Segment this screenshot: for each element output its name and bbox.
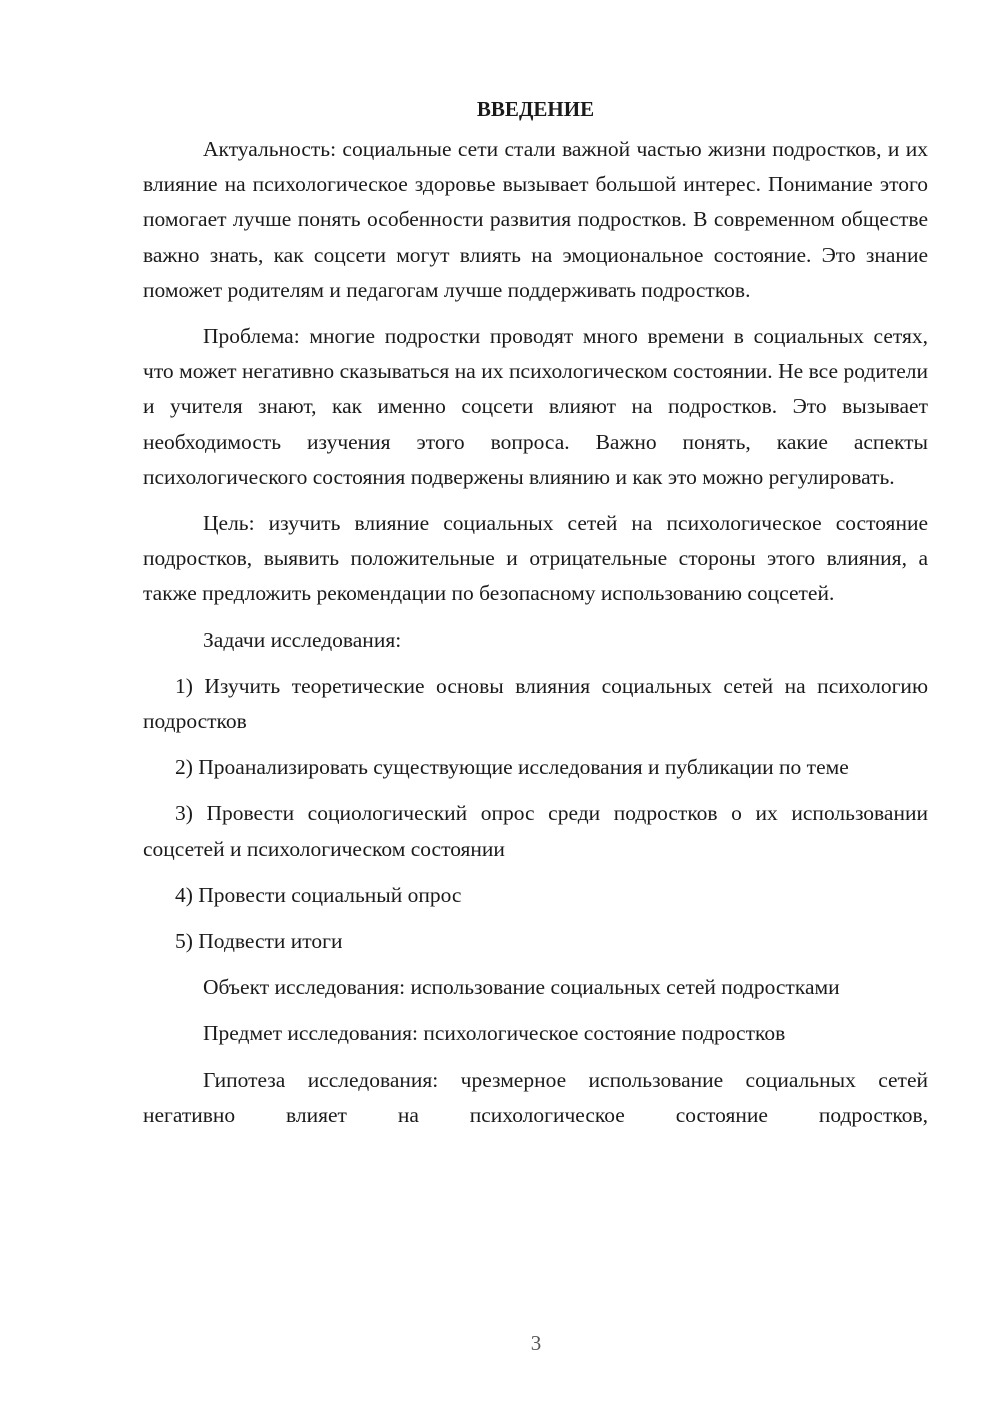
task-item-2: 2) Проанализировать существующие исследования и публикации по теме — [175, 755, 849, 780]
page-number: 3 — [530, 1331, 542, 1355]
paragraph-hypothesis: Гипотеза исследования: чрезмерное использование социальных сетей негативно влияет на психологическое состояние подростков, — [143, 1067, 928, 1127]
paragraph-subject: Предмет исследования: психологическое состояние подростков — [203, 1021, 786, 1046]
task-item-3: 3) Провести социологический опрос среди подростков о их использовании соцсетей и психологическом состоянии — [143, 801, 928, 861]
paragraph-goal: Цель: изучить влияние социальных сетей на психологическое состояние подростков, выявить положительные и отрицательные стороны этого влияния, а также предложить рекомендации по безопасному использованию соцсетей. — [143, 511, 928, 606]
paragraph-problem: Проблема: многие подростки проводят много времени в социальных сетях, что может негативно сказываться на их психологическом состоянии. Не все родители и учителя знают, как именно соцсети влияют на подростков. Это вызывает необходимость изучения этого вопроса. Важно понять, какие аспекты психологического состояния подвержены влиянию и как это можно регулировать. — [143, 324, 928, 489]
section-heading: ВВЕДЕНИЕ — [476, 97, 595, 121]
task-item-4: 4) Провести социальный опрос — [175, 882, 462, 907]
paragraph-relevance: Актуальность: социальные сети стали важной частью жизни подростков, и их влияние на психологическое здоровье вызывает большой интерес. Понимание этого помогает лучше понять особенности развития подростков. В современном обществе важно знать, как соцсети могут влиять на эмоциональное состояние. Это знание поможет родителям и педагогам лучше поддерживать подростков. — [143, 137, 928, 302]
paragraph-object: Объект исследования: использование социальных сетей подростками — [203, 975, 840, 1000]
task-item-5: 5) Подвести итоги — [175, 929, 343, 954]
document-page — [143, 92, 928, 1144]
task-item-1: 1) Изучить теоретические основы влияния социальных сетей на психологию подростков — [143, 673, 928, 734]
paragraph-tasks-intro: Задачи исследования: — [203, 627, 402, 652]
